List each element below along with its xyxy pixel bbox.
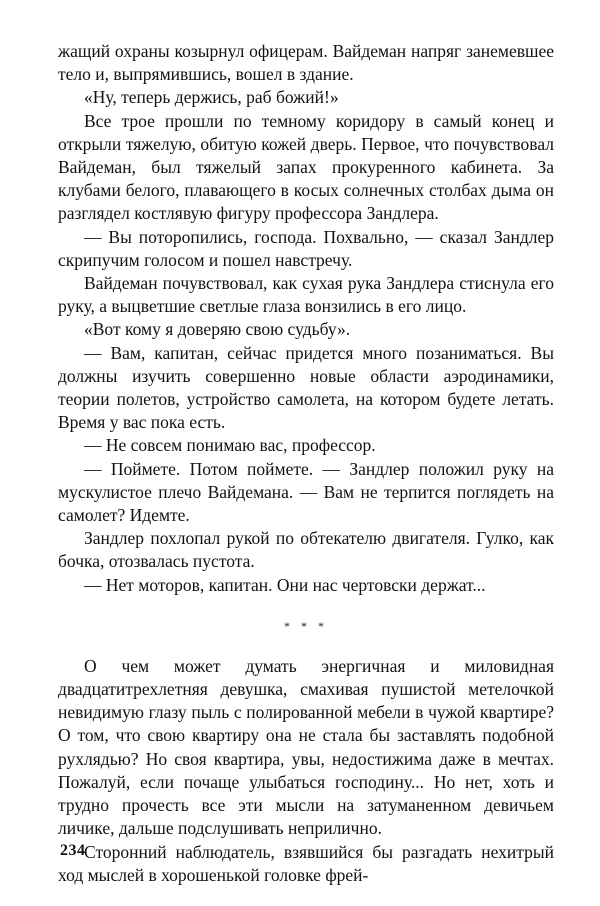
paragraph: Вайдеман почувствовал, как сухая рука Зандлера стиснула его руку, а выцветшие светлые глаза вонзились в его лицо.	[58, 273, 554, 317]
paragraph: Зандлер похлопал рукой по обтекателю двигателя. Гулко, как бочка, отозвалась пустота.	[58, 528, 554, 572]
paragraph: Сторонний наблюдатель, взявшийся бы разгадать нехитрый ход мыслей в хорошенькой головке фрей-	[58, 841, 554, 885]
paragraph: — Не совсем понимаю вас, профессор.	[84, 435, 376, 456]
page-number: 234	[60, 842, 86, 859]
paragraph: — Вам, капитан, сейчас придется много позаниматься. Вы должны изучить совершенно новые области аэродинамики, теории полетов, устройство самолета, на котором будете летать. Время у вас пока есть.	[58, 342, 554, 433]
paragraph: — Вы поторопились, господа. Похвально, — сказал Зандлер скрипучим голосом и пошел навстречу.	[58, 226, 554, 270]
paragraph: Все трое прошли по темному коридору в самый конец и открыли тяжелую, обитую кожей дверь. Первое, что почувствовал Вайдеман, был тяжелый запах прокуренного кабинета. За клубами белого, плавающего в косых солнечных столбах дыма он разглядел костлявую фигуру профессора Зандлера.	[58, 110, 554, 224]
paragraph: «Вот кому я доверяю свою судьбу».	[84, 319, 351, 340]
paragraph: — Нет моторов, капитан. Они нас чертовски держат...	[84, 574, 486, 595]
section-divider: * * *	[284, 618, 328, 633]
paragraph: О чем может думать энергичная и миловидная двадцатитрехлетняя девушка, смахивая пушистой метелочкой невидимую глазу пыль с полированной мебели в чужой квартире? О том, что свою квартиру она не стала бы заставлять подобной рухлядью? Но своя квартира, увы, недостижима даже в мечтах. Пожалуй, если почаще улыбаться господину... Но нет, хоть и трудно прочесть все эти мысли на затуманенном девичьем личике, дальше подслушивать неприлично.	[58, 655, 554, 839]
text-section-2	[58, 655, 554, 887]
page-body	[58, 40, 554, 887]
paragraph: — Поймете. Потом поймете. — Зандлер положил руку на мускулистое плечо Вайдемана. — Вам не терпится поглядеть на самолет? Идемте.	[58, 458, 554, 526]
paragraph: жащий охраны козырнул офицерам. Вайдеман напряг занемевшее тело и, выпрямившись, вошел в здание.	[58, 41, 554, 85]
paragraph: «Ну, теперь держись, раб божий!»	[84, 87, 339, 108]
text-section-1	[58, 40, 554, 597]
